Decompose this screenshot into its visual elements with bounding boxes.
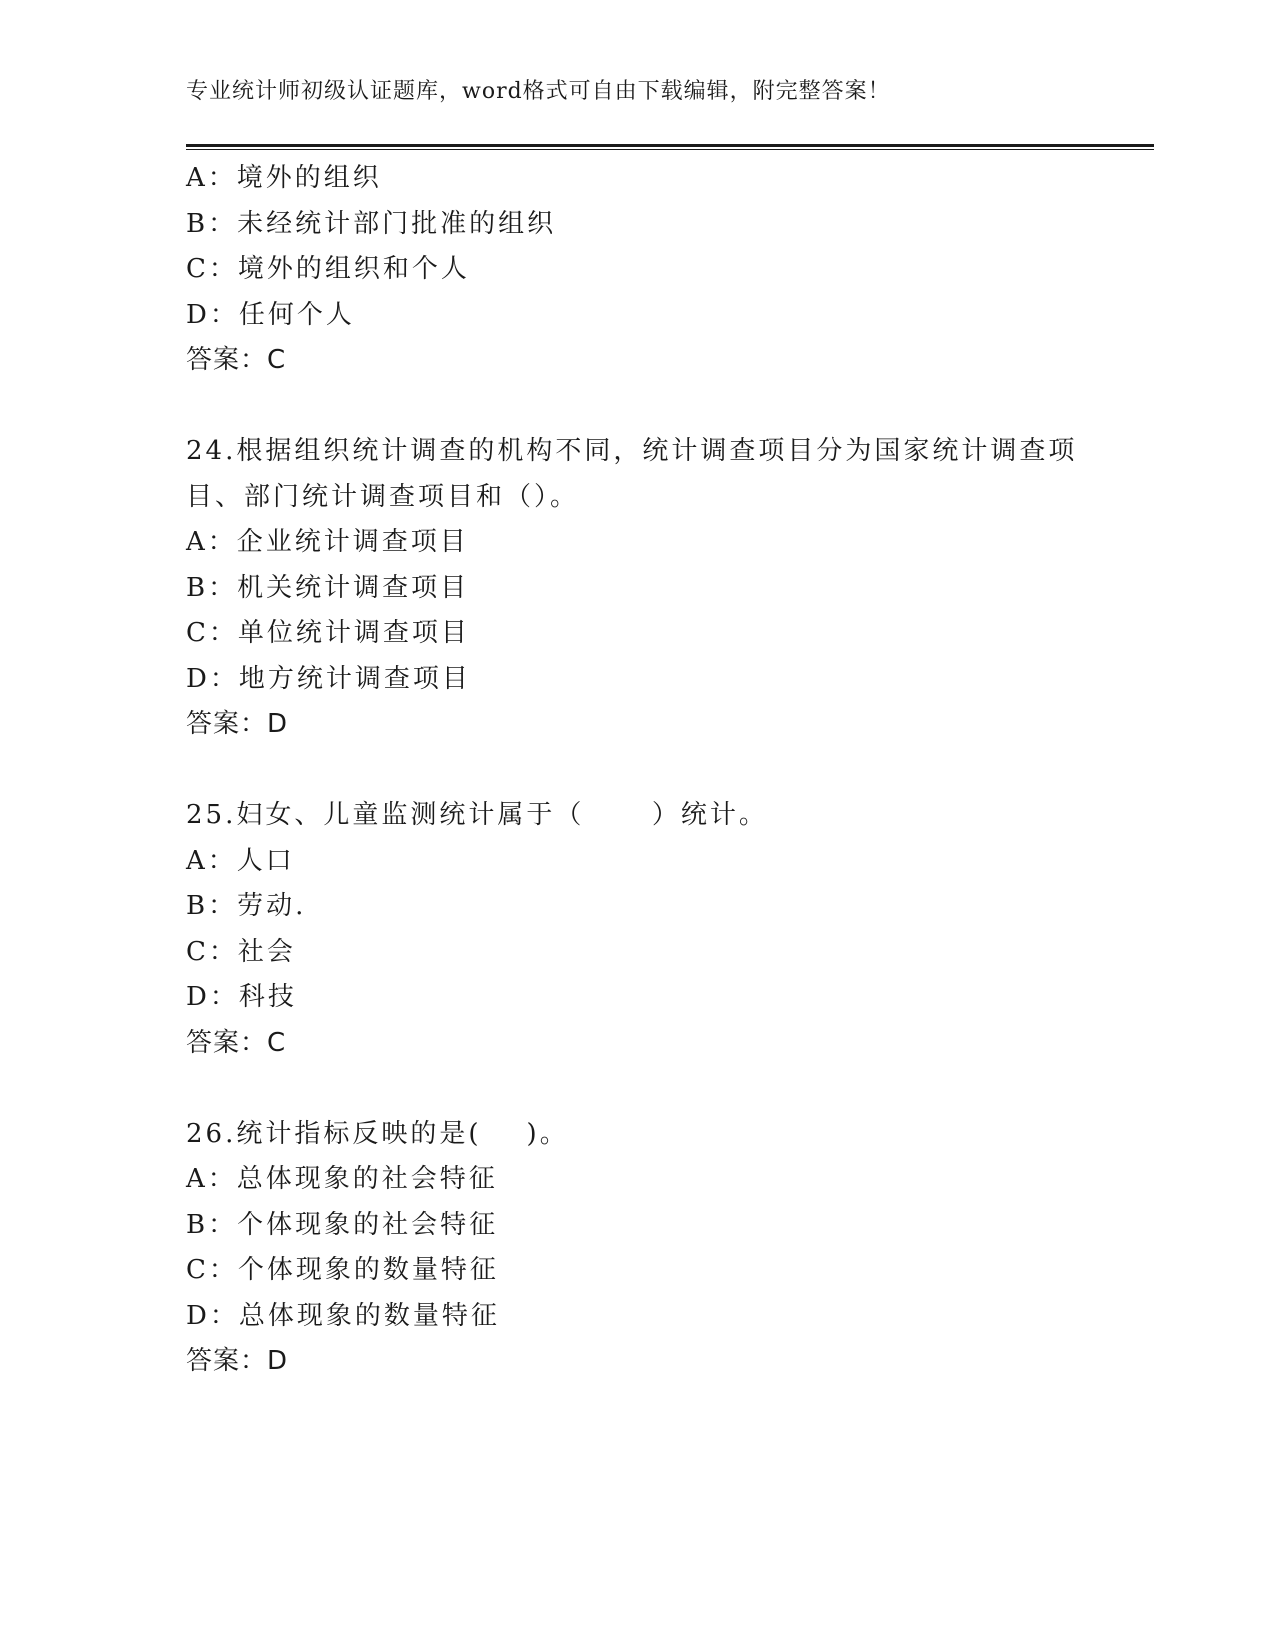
option-d: D：任何个人 (186, 299, 355, 330)
question-stem: 26.统计指标反映的是( )。 (186, 1118, 569, 1149)
option-a: A：境外的组织 (186, 163, 382, 193)
option-a: A：总体现象的社会特征 (186, 1164, 498, 1194)
option-d: D：总体现象的数量特征 (186, 1300, 500, 1331)
option-a: A：人口 (186, 845, 295, 876)
answer: 答案：D (186, 709, 289, 739)
question-24 (186, 429, 1086, 748)
header-rule-thick (186, 144, 1154, 147)
question-list (186, 156, 1086, 1385)
question-25 (186, 793, 1086, 1066)
spacer (186, 1066, 1086, 1112)
option-c: C：单位统计调查项目 (186, 618, 470, 648)
answer: 答案：D (186, 1346, 289, 1376)
option-b: B：未经统计部门批准的组织 (186, 208, 557, 239)
spacer (186, 384, 1086, 430)
option-c: C：社会 (186, 936, 296, 967)
option-c: C：境外的组织和个人 (186, 254, 470, 284)
answer: 答案：C (186, 1027, 287, 1058)
question-23 (186, 156, 1086, 384)
option-c: C：个体现象的数量特征 (186, 1255, 499, 1285)
question-stem: 25.妇女、儿童监测统计属于（ ）统计。 (186, 800, 768, 830)
option-d: D：地方统计调查项目 (186, 663, 471, 694)
option-a: A：企业统计调查项目 (186, 527, 469, 557)
option-b: B：个体现象的社会特征 (186, 1209, 499, 1240)
question-26 (186, 1112, 1086, 1385)
header-rule-thin (186, 149, 1154, 150)
option-b: B：劳动. (186, 891, 307, 921)
question-stem-line-1: 24.根据组织统计调查的机构不同，统计调查项目分为国家统计调查项 (186, 436, 1078, 466)
answer: 答案：C (186, 345, 287, 375)
option-b: B：机关统计调查项目 (186, 572, 470, 603)
option-d: D：科技 (186, 982, 297, 1012)
spacer (186, 748, 1086, 794)
question-stem-line-2: 目、部门统计调查项目和（）。 (186, 481, 580, 512)
page-header: 专业统计师初级认证题库，word格式可自由下载编辑，附完整答案！ (186, 79, 891, 104)
